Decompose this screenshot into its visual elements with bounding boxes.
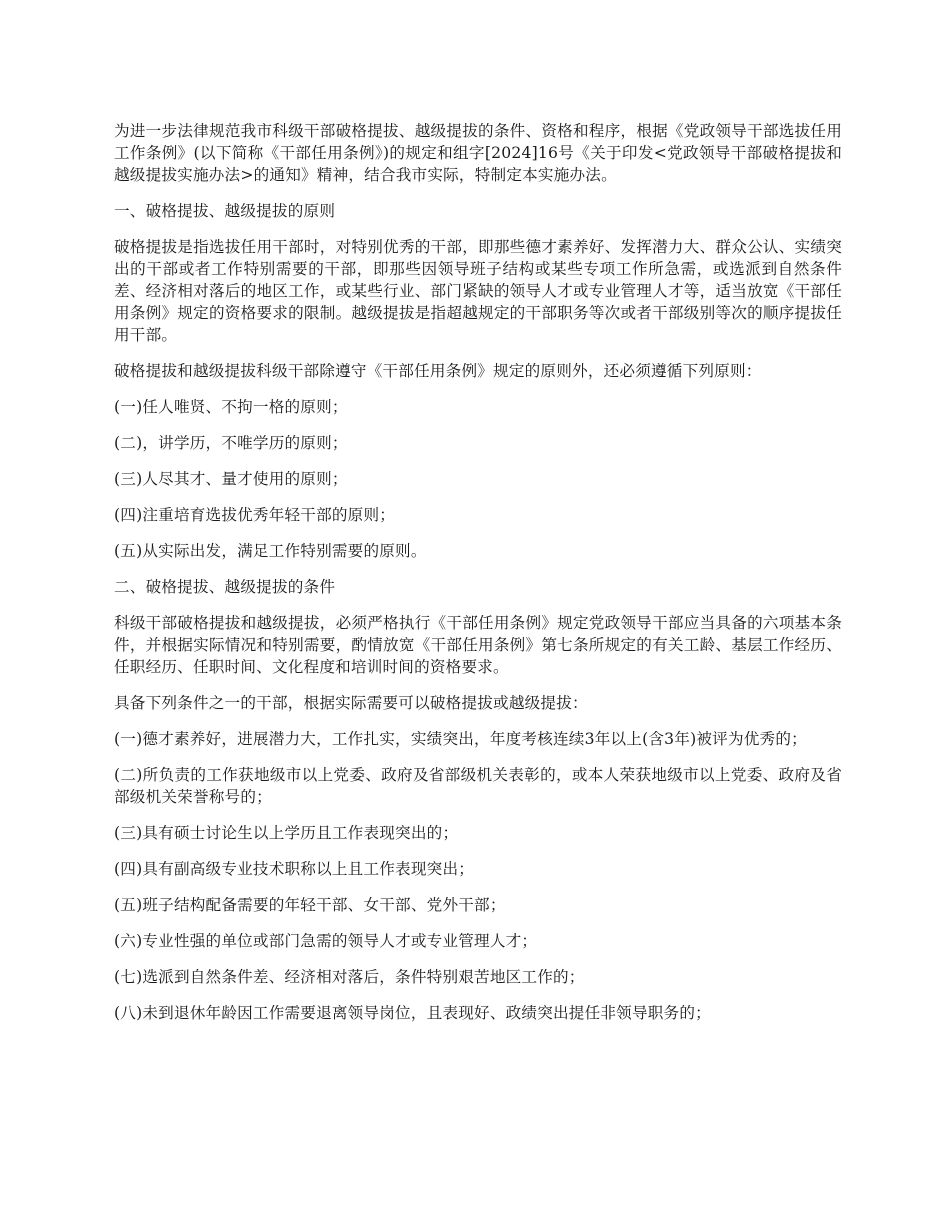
- paragraph-conditions: 科级干部破格提拔和越级提拔，必须严格执行《干部任用条例》规定党政领导干部应当具备的六项基本条件，并根据实际情况和特别需要，酌情放宽《干部任用条例》第七条所规定的有关工龄、基层工作经历、任职经历、任职时间、文化程度和培训时间的资格要求。: [114, 614, 842, 676]
- condition-item-3: (三)具有硕士讨论生以上学历且工作表现突出的；: [114, 824, 459, 842]
- condition-item-7: (七)选派到自然条件差、经济相对落后，条件特别艰苦地区工作的；: [114, 968, 585, 986]
- section-heading-principles: 一、破格提拔、越级提拔的原则: [114, 202, 336, 220]
- condition-item-6: (六)专业性强的单位或部门急需的领导人才或专业管理人才；: [114, 932, 538, 950]
- document-body: [114, 120, 842, 1038]
- principle-item-1: (一)任人唯贤、不拘一格的原则；: [114, 398, 348, 416]
- condition-item-1: (一)德才素养好，进展潜力大，工作扎实，实绩突出，年度考核连续3年以上(含3年)被评为优秀的；: [114, 730, 807, 748]
- condition-item-5: (五)班子结构配备需要的年轻干部、女干部、党外干部；: [114, 896, 506, 914]
- section-heading-conditions: 二、破格提拔、越级提拔的条件: [114, 578, 336, 596]
- paragraph-conditions-intro: 具备下列条件之一的干部，根据实际需要可以破格提拔或越级提拔：: [114, 694, 588, 712]
- condition-item-8: (八)未到退休年龄因工作需要退离领导岗位，且表现好、政绩突出提任非领导职务的；: [114, 1004, 711, 1022]
- paragraph-definition: 破格提拔是指选拔任用干部时，对特别优秀的干部，即那些德才素养好、发挥潜力大、群众公认、实绩突出的干部或者工作特别需要的干部，即那些因领导班子结构或某些专项工作所急需，或选派到自然条件差、经济相对落后的地区工作，或某些行业、部门紧缺的领导人才或专业管理人才等，适当放宽《干部任用条例》规定的资格要求的限制。越级提拔是指超越规定的干部职务等次或者干部级别等次的顺序提拔任用干部。: [114, 238, 842, 344]
- paragraph-principles-intro: 破格提拔和越级提拔科级干部除遵守《干部任用条例》规定的原则外，还必须遵循下列原则：: [114, 362, 762, 380]
- condition-item-4: (四)具有副高级专业技术职称以上且工作表现突出；: [114, 860, 475, 878]
- condition-item-2: (二)所负责的工作获地级市以上党委、政府及省部级机关表彰的，或本人荣获地级市以上党委、政府及省部级机关荣誉称号的；: [114, 766, 842, 806]
- principle-item-2: (二)，讲学历，不唯学历的原则；: [114, 434, 348, 452]
- principle-item-4: (四)注重培育选拔优秀年轻干部的原则；: [114, 506, 396, 524]
- principle-item-5: (五)从实际出发，满足工作特别需要的原则。: [114, 542, 427, 560]
- intro-paragraph: 为进一步法律规范我市科级干部破格提拔、越级提拔的条件、资格和程序，根据《党政领导干部选拔任用工作条例》(以下简称《干部任用条例》)的规定和组字[2024]16号《关于印发<党政领导干部破格提拔和越级提拔实施办法>的通知》精神，结合我市实际，特制定本实施办法。: [114, 122, 842, 184]
- principle-item-3: (三)人尽其才、量才使用的原则；: [114, 470, 348, 488]
